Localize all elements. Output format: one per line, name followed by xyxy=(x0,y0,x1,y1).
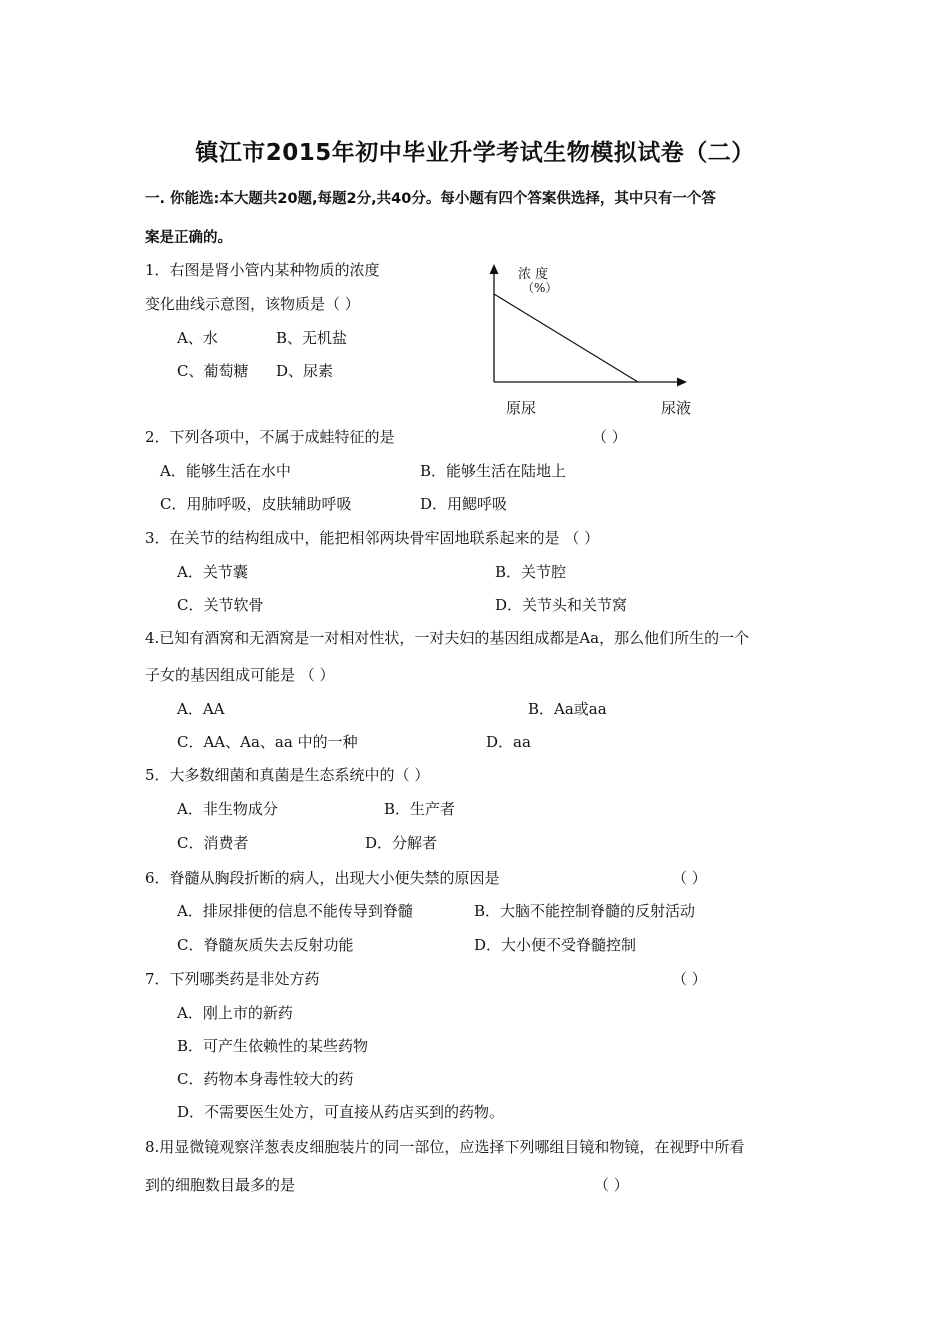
q8-answer-paren: （ ） xyxy=(594,1176,629,1194)
q7-answer-paren: （ ） xyxy=(672,970,707,988)
q5-option-b: B．生产者 xyxy=(384,800,456,818)
q1-option-a: A、水 xyxy=(177,329,218,347)
q3-option-c: C．关节软骨 xyxy=(177,596,264,614)
q1-option-c: C、葡萄糖 xyxy=(177,362,249,380)
q2-option-c: C．用肺呼吸，皮肤辅助呼吸 xyxy=(160,495,352,513)
x-axis-arrow xyxy=(677,378,687,387)
q6-stem: 6．脊髓从胸段折断的病人，出现大小便失禁的原因是 xyxy=(145,869,500,887)
category-label-0: 原尿 xyxy=(506,399,537,417)
q6-option-d: D．大小便不受脊髓控制 xyxy=(474,936,637,954)
q7-option-b: B．可产生依赖性的某些药物 xyxy=(177,1037,369,1055)
q6-option-b: B．大脑不能控制脊髓的反射活动 xyxy=(474,902,696,920)
q4-stem-line2: 子女的基因组成可能是 （ ） xyxy=(145,666,335,684)
q4-option-b: B．Aa或aa xyxy=(528,700,607,718)
y-axis-arrow xyxy=(490,264,499,274)
q3-option-d: D．关节头和关节窝 xyxy=(495,596,628,614)
q3-option-b: B．关节腔 xyxy=(495,563,567,581)
q7-stem: 7．下列哪类药是非处方药 xyxy=(145,970,320,988)
q2-option-a: A．能够生活在水中 xyxy=(160,462,291,480)
q4-option-c: C．AA、Aa、aa 中的一种 xyxy=(177,733,358,751)
q4-option-a: A．AA xyxy=(177,700,225,718)
q4-option-d: D．aa xyxy=(486,733,531,751)
q7-option-d: D．不需要医生处方，可直接从药店买到的药物。 xyxy=(177,1103,505,1121)
q5-option-a: A．非生物成分 xyxy=(177,800,278,818)
section-instructions-line2: 案是正确的。 xyxy=(145,230,232,246)
q8-stem-line2: 到的细胞数目最多的是 xyxy=(145,1176,296,1194)
q2-answer-paren: （ ） xyxy=(592,428,627,446)
q8-stem-line1: 8.用显微镜观察洋葱表皮细胞装片的同一部位，应选择下列哪组目镜和物镜，在视野中所看 xyxy=(145,1138,745,1156)
concentration-chart xyxy=(480,258,720,428)
q4-stem-line1: 4.已知有酒窝和无酒窝是一对相对性状，一对夫妇的基因组成都是Aa，那么他们所生的一个 xyxy=(145,629,750,647)
q5-option-d: D．分解者 xyxy=(365,834,438,852)
q1-stem-line2: 变化曲线示意图，该物质是（ ） xyxy=(145,295,360,313)
q6-option-c: C．脊髓灰质失去反射功能 xyxy=(177,936,354,954)
y-axis-label: 浓 度 xyxy=(518,267,549,282)
q1-option-b: B、无机盐 xyxy=(276,329,348,347)
q1-option-d: D、尿素 xyxy=(276,362,334,380)
section-instructions-line1: 一. 你能选:本大题共20题,每题2分,共40分。每小题有四个答案供选择，其中只有一个答 xyxy=(145,191,716,207)
q2-option-b: B．能够生活在陆地上 xyxy=(420,462,567,480)
q7-option-a: A．刚上市的新药 xyxy=(177,1004,293,1022)
q6-answer-paren: （ ） xyxy=(672,869,707,887)
q7-option-c: C．药物本身毒性较大的药 xyxy=(177,1070,354,1088)
q2-stem: 2．下列各项中，不属于成蛙特征的是 xyxy=(145,428,395,446)
q2-option-d: D．用鳃呼吸 xyxy=(420,495,508,513)
q1-stem-line1: 1．右图是肾小管内某种物质的浓度 xyxy=(145,261,380,279)
q3-stem: 3．在关节的结构组成中，能把相邻两块骨牢固地联系起来的是 （ ） xyxy=(145,529,600,547)
q6-option-a: A．排尿排便的信息不能传导到脊髓 xyxy=(177,902,413,920)
series-line xyxy=(494,294,638,382)
q5-option-c: C．消费者 xyxy=(177,834,249,852)
category-label-1: 尿液 xyxy=(661,399,692,417)
q3-option-a: A．关节囊 xyxy=(177,563,248,581)
page-title: 镇江市2015年初中毕业升学考试生物模拟试卷（二） xyxy=(195,140,755,166)
y-axis-unit: （%） xyxy=(522,281,558,295)
q5-stem: 5．大多数细菌和真菌是生态系统中的（ ） xyxy=(145,766,430,784)
